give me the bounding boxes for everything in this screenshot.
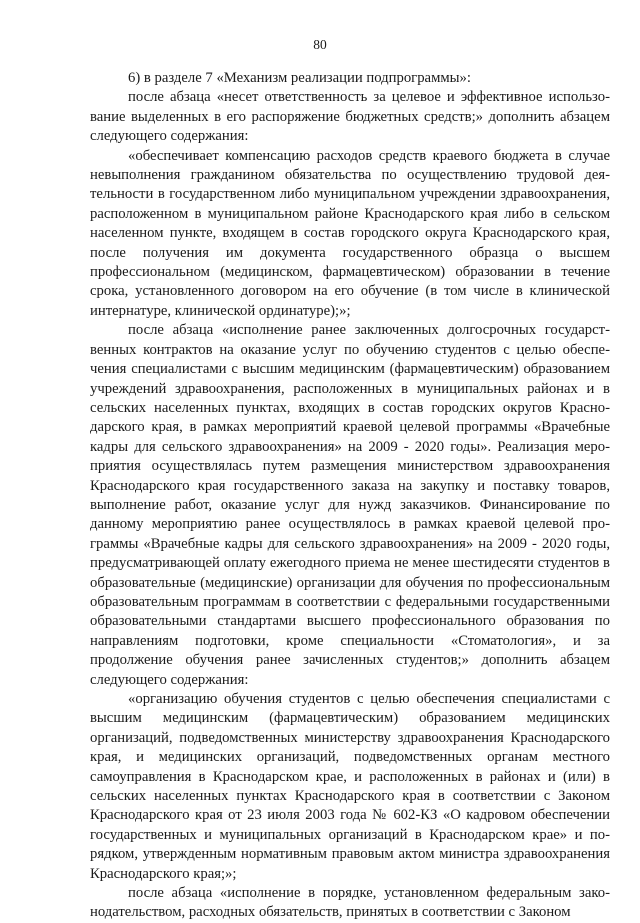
page-number: 80 [313, 37, 327, 52]
paragraph-amendment-intro-2: после абзаца «исполнение ранее заключенных долгосрочных государственных контрактов на оказание услуг по обучению студентов с целью обеспечения специалистами с высшим медицинским (фармацевтическим) образованием учреждений здравоохранения, расположенных в муниципальных районах и в сельских населенных пунктах, входящих в состав городских округов Краснодарского края, в рамках мероприятий краевой целевой программы «Врачебные кадры для сельского здравоохранения» на 2009 - 2020 годы». Реализация мероприятия осуществлялась путем размещения министерством здравоохранения Краснодарского края государственного заказа на закупку и поставку товаров, выполнение работ, оказание услуг для нужд заказчиков. Финансирование по данному мероприятию ранее осуществлялось в рамках краевой целевой программы «Врачебные кадры для сельского здравоохранения» на 2009 - 2020 годы, предусматривающей оплату ежегодного приема не менее шестидесяти студентов в образовательные (медицинские) организации для обучения по профессиональным образовательным программам в соответствии с федеральными государственными образовательными стандартами высшего профессионального образования по направлениям подготовки, кроме специальности «Стоматология», и за продолжение обучения ранее зачисленных студентов;» дополнить абзацем следующего содержания: [90, 322, 610, 688]
paragraph-quoted-training: «организацию обучения студентов с целью обеспечения специалистами с высшим медицинским (фармацевтическим) образованием медицинских организаций, подведомственных министерству здравоохранения Краснодарского края, и медицинских организаций, подведомственных органам местного самоуправления в Краснодарском крае, и расположенных в районах и (или) в сельских населенных пунктах Краснодарского края в соответствии с Законом Краснодарского края от 23 июля 2003 года № 602-КЗ «О кадровом обеспечении государственных и муниципальных организаций в Краснодарском крае» и порядком, утвержденным нормативным правовым актом министра здравоохранения Краснодарского края;»; [90, 691, 610, 882]
paragraph-amendment-intro-3: после абзаца «исполнение в порядке, установленном федеральным законодательством, расходных обязательств, принятых в соответствии с Законом [90, 885, 610, 921]
paragraph-amendment-intro-1: после абзаца «несет ответственность за целевое и эффективное использование выделенных в его распоряжение бюджетных средств;» дополнить абзацем следующего содержания: [90, 89, 610, 145]
paragraph-section-heading: 6) в разделе 7 «Механизм реализации подпрограммы»: [128, 70, 471, 86]
document-body [90, 69, 610, 923]
paragraph-quoted-compensation: «обеспечивает компенсацию расходов средств краевого бюджета в случае невыполнения гражданином обязательства по осуществлению трудовой деятельности в государственном либо муниципальном учреждении здравоохранения, расположенном в муниципальном районе Краснодарского края либо в сельском населенном пункте, входящем в состав городского округа Краснодарского края, после получения им документа государственного образца о высшем профессиональном (медицинском, фармацевтическом) образовании в течение срока, установленного договором на его обучение (в том числе в клинической интернатуре, клинической ординатуре);»; [90, 147, 610, 319]
